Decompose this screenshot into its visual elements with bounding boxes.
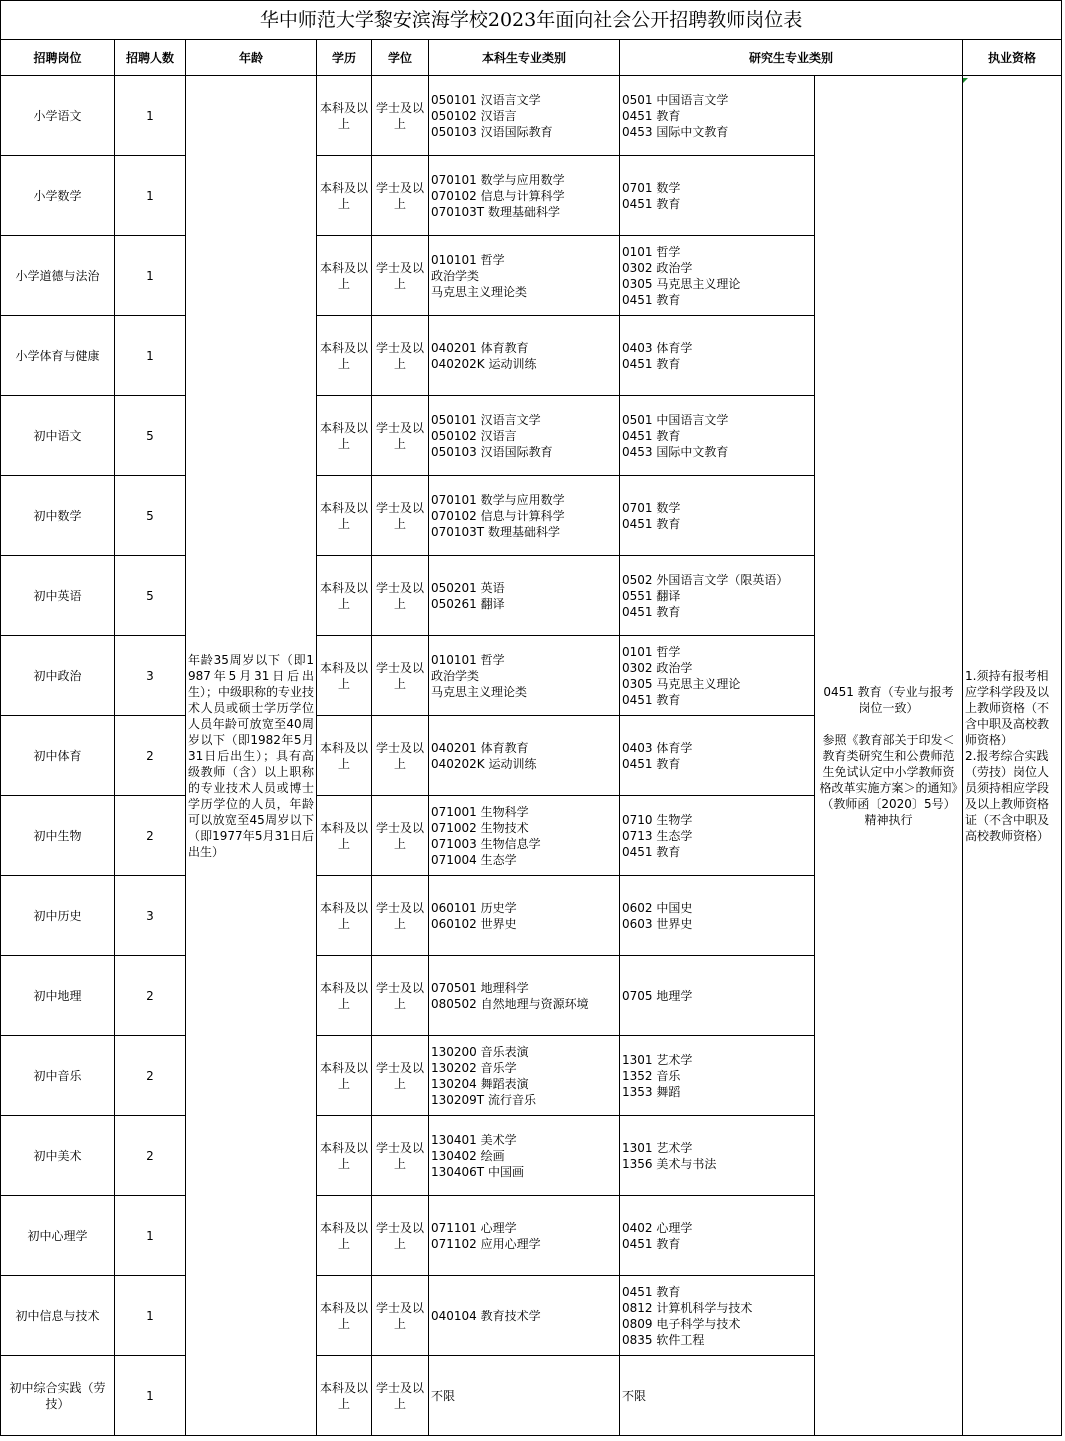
- header-row: [1, 40, 1062, 76]
- position-cell: 初中历史: [1, 876, 115, 956]
- position-cell: 小学道德与法治: [1, 236, 115, 316]
- count-cell: 2: [115, 1036, 186, 1116]
- count-cell: 1: [115, 76, 186, 156]
- degree-cell: 学士及以上: [372, 636, 429, 716]
- education-cell: 本科及以上: [317, 1116, 372, 1196]
- graduate-education-note: [815, 76, 963, 1436]
- graduate-major: 1301 艺术学: [622, 1140, 693, 1155]
- position-cell: 小学体育与健康: [1, 316, 115, 396]
- undergrad-major: 080502 自然地理与资源环境: [431, 996, 589, 1011]
- position-cell: 初中政治: [1, 636, 115, 716]
- undergrad-major: 040104 教育技术学: [431, 1308, 541, 1323]
- undergrad-major: 071101 心理学: [431, 1220, 517, 1235]
- undergrad-cell: [429, 956, 620, 1036]
- degree-cell: 学士及以上: [372, 156, 429, 236]
- graduate-major: 0812 计算机科学与技术: [622, 1300, 753, 1315]
- count-cell: 3: [115, 876, 186, 956]
- graduate-major: 1352 音乐: [622, 1068, 681, 1083]
- undergrad-major: 071002 生物技术: [431, 820, 529, 835]
- education-cell: 本科及以上: [317, 316, 372, 396]
- undergrad-major: 130204 舞蹈表演: [431, 1076, 529, 1091]
- position-cell: 初中数学: [1, 476, 115, 556]
- undergrad-cell: [429, 156, 620, 236]
- undergrad-major: 070102 信息与计算科学: [431, 188, 565, 203]
- undergrad-major: 071003 生物信息学: [431, 836, 541, 851]
- graduate-major: 0501 中国语言文学: [622, 92, 729, 107]
- graduate-major: 0451 教育: [622, 604, 681, 619]
- education-cell: 本科及以上: [317, 476, 372, 556]
- degree-cell: 学士及以上: [372, 396, 429, 476]
- degree-cell: 学士及以上: [372, 316, 429, 396]
- undergrad-major: 070102 信息与计算科学: [431, 508, 565, 523]
- undergrad-major: 040202K 运动训练: [431, 356, 537, 371]
- graduate-major: 0451 教育: [622, 356, 681, 371]
- graduate-major: 0402 心理学: [622, 1220, 693, 1235]
- undergrad-major: 040201 体育教育: [431, 340, 529, 355]
- graduate-cell: [620, 876, 815, 956]
- count-cell: 1: [115, 1356, 186, 1436]
- header-position: 招聘岗位: [1, 40, 115, 76]
- undergrad-cell: [429, 796, 620, 876]
- undergrad-major: 050201 英语: [431, 580, 505, 595]
- undergrad-major: 130401 美术学: [431, 1132, 517, 1147]
- undergrad-cell: [429, 236, 620, 316]
- graduate-cell: [620, 396, 815, 476]
- graduate-cell: [620, 316, 815, 396]
- undergrad-cell: [429, 1196, 620, 1276]
- undergrad-major: 政治学类: [431, 668, 480, 683]
- undergrad-major: 010101 哲学: [431, 252, 505, 267]
- count-cell: 2: [115, 1116, 186, 1196]
- undergrad-major: 050102 汉语言: [431, 428, 517, 443]
- qualification-cell: [963, 76, 1062, 1436]
- position-cell: 初中音乐: [1, 1036, 115, 1116]
- graduate-major: 0602 中国史: [622, 900, 693, 915]
- position-cell: 初中体育: [1, 716, 115, 796]
- position-cell: 小学语文: [1, 76, 115, 156]
- undergrad-cell: [429, 556, 620, 636]
- graduate-major: 0302 政治学: [622, 260, 693, 275]
- graduate-cell: [620, 1356, 815, 1436]
- graduate-cell: [620, 156, 815, 236]
- graduate-cell: [620, 76, 815, 156]
- graduate-major: 1301 艺术学: [622, 1052, 693, 1067]
- degree-cell: 学士及以上: [372, 1276, 429, 1356]
- undergrad-major: 040201 体育教育: [431, 740, 529, 755]
- graduate-major: 0835 软件工程: [622, 1332, 705, 1347]
- graduate-major: 0603 世界史: [622, 916, 693, 931]
- undergrad-major: 050261 翻译: [431, 596, 505, 611]
- undergrad-cell: [429, 1116, 620, 1196]
- graduate-cell: [620, 636, 815, 716]
- graduate-major: 不限: [622, 1388, 647, 1403]
- undergrad-cell: [429, 636, 620, 716]
- graduate-cell: [620, 236, 815, 316]
- education-cell: 本科及以上: [317, 236, 372, 316]
- graduate-note-line: 0451 教育（专业与报考岗位一致）: [823, 684, 954, 715]
- graduate-major: 0713 生态学: [622, 828, 693, 843]
- graduate-major: 0451 教育: [622, 196, 681, 211]
- graduate-major: 0809 电子科学与技术: [622, 1316, 741, 1331]
- graduate-major: 1356 美术与书法: [622, 1156, 717, 1171]
- header-undergrad: 本科生专业类别: [429, 40, 620, 76]
- undergrad-major: 130209T 流行音乐: [431, 1092, 536, 1107]
- degree-cell: 学士及以上: [372, 1116, 429, 1196]
- undergrad-major: 马克思主义理论类: [431, 284, 528, 299]
- graduate-major: 0551 翻译: [622, 588, 681, 603]
- graduate-major: 1353 舞蹈: [622, 1084, 681, 1099]
- header-degree: 学位: [372, 40, 429, 76]
- undergrad-major: 马克思主义理论类: [431, 684, 528, 699]
- age-cell: 年龄35周岁以下（即1987年5月31日后出生）；中级职称的专业技术人员或硕士学历学位人员年龄可放宽至40周岁以下（即1982年5月31日后出生）；具有高级教师（含）以上职称的专业技术人员或博士学历学位的人员，年龄可以放宽至45周岁以下（即1977年5月31日后出生）: [186, 76, 317, 1436]
- header-education: 学历: [317, 40, 372, 76]
- graduate-cell: [620, 1036, 815, 1116]
- degree-cell: 学士及以上: [372, 1356, 429, 1436]
- undergrad-cell: [429, 716, 620, 796]
- undergrad-major: 050101 汉语言文学: [431, 92, 541, 107]
- graduate-major: 0101 哲学: [622, 244, 681, 259]
- count-cell: 5: [115, 476, 186, 556]
- undergrad-major: 010101 哲学: [431, 652, 505, 667]
- undergrad-cell: [429, 476, 620, 556]
- undergrad-major: 040202K 运动训练: [431, 756, 537, 771]
- position-cell: 初中生物: [1, 796, 115, 876]
- undergrad-major: 050103 汉语国际教育: [431, 444, 553, 459]
- graduate-major: 0451 教育: [622, 292, 681, 307]
- count-cell: 1: [115, 236, 186, 316]
- degree-cell: 学士及以上: [372, 1196, 429, 1276]
- undergrad-cell: [429, 396, 620, 476]
- graduate-cell: [620, 1196, 815, 1276]
- undergrad-major: 071001 生物科学: [431, 804, 529, 819]
- position-cell: 初中美术: [1, 1116, 115, 1196]
- qualification-text: 1.须持有报考相应学科学段及以上教师资格（不含中职及高校教师资格） 2.报考综合实践（劳技）岗位人员须持相应学段及以上教师资格证（不含中职及高校教师资格）: [965, 668, 1050, 843]
- graduate-major: 0451 教育: [622, 428, 681, 443]
- degree-cell: 学士及以上: [372, 956, 429, 1036]
- graduate-major: 0403 体育学: [622, 340, 693, 355]
- graduate-major: 0451 教育: [622, 516, 681, 531]
- undergrad-major: 130200 音乐表演: [431, 1044, 529, 1059]
- header-count: 招聘人数: [115, 40, 186, 76]
- undergrad-major: 政治学类: [431, 268, 480, 283]
- undergrad-major: 050101 汉语言文学: [431, 412, 541, 427]
- position-cell: 小学数学: [1, 156, 115, 236]
- undergrad-major: 070101 数学与应用数学: [431, 172, 565, 187]
- undergrad-major: 050102 汉语言: [431, 108, 517, 123]
- undergrad-major: 不限: [431, 1388, 456, 1403]
- undergrad-major: 070103T 数理基础科学: [431, 524, 560, 539]
- graduate-major: 0101 哲学: [622, 644, 681, 659]
- position-cell: 初中综合实践（劳技）: [1, 1356, 115, 1436]
- count-cell: 2: [115, 956, 186, 1036]
- graduate-cell: [620, 1276, 815, 1356]
- degree-cell: 学士及以上: [372, 476, 429, 556]
- graduate-major: 0453 国际中文教育: [622, 444, 729, 459]
- undergrad-cell: [429, 876, 620, 956]
- undergrad-cell: [429, 316, 620, 396]
- position-cell: 初中英语: [1, 556, 115, 636]
- degree-cell: 学士及以上: [372, 716, 429, 796]
- graduate-major: 0451 教育: [622, 756, 681, 771]
- education-cell: 本科及以上: [317, 556, 372, 636]
- undergrad-major: 130202 音乐学: [431, 1060, 517, 1075]
- table-row: [1, 76, 1062, 156]
- graduate-major: 0451 教育: [622, 108, 681, 123]
- graduate-major: 0451 教育: [622, 844, 681, 859]
- education-cell: 本科及以上: [317, 956, 372, 1036]
- graduate-major: 0701 数学: [622, 500, 681, 515]
- degree-cell: 学士及以上: [372, 236, 429, 316]
- header-qualification: 执业资格: [963, 40, 1062, 76]
- undergrad-cell: [429, 1356, 620, 1436]
- position-cell: 初中地理: [1, 956, 115, 1036]
- degree-cell: 学士及以上: [372, 796, 429, 876]
- graduate-major: 0502 外国语言文学（限英语）: [622, 572, 789, 587]
- graduate-major: 0451 教育: [622, 1236, 681, 1251]
- undergrad-major: 130406T 中国画: [431, 1164, 524, 1179]
- graduate-major: 0302 政治学: [622, 660, 693, 675]
- graduate-major: 0451 教育: [622, 692, 681, 707]
- education-cell: 本科及以上: [317, 1276, 372, 1356]
- education-cell: 本科及以上: [317, 76, 372, 156]
- education-cell: 本科及以上: [317, 716, 372, 796]
- education-cell: 本科及以上: [317, 1036, 372, 1116]
- undergrad-major: 060101 历史学: [431, 900, 517, 915]
- graduate-major: 0305 马克思主义理论: [622, 276, 741, 291]
- graduate-major: 0701 数学: [622, 180, 681, 195]
- count-cell: 5: [115, 396, 186, 476]
- graduate-major: 0453 国际中文教育: [622, 124, 729, 139]
- graduate-cell: [620, 556, 815, 636]
- degree-cell: 学士及以上: [372, 76, 429, 156]
- undergrad-major: 070501 地理科学: [431, 980, 529, 995]
- graduate-cell: [620, 956, 815, 1036]
- header-graduate: 研究生专业类别: [620, 40, 963, 76]
- education-cell: 本科及以上: [317, 1196, 372, 1276]
- education-cell: 本科及以上: [317, 1356, 372, 1436]
- position-cell: 初中语文: [1, 396, 115, 476]
- education-cell: 本科及以上: [317, 636, 372, 716]
- undergrad-major: 130402 绘画: [431, 1148, 505, 1163]
- count-cell: 1: [115, 156, 186, 236]
- degree-cell: 学士及以上: [372, 876, 429, 956]
- count-cell: 3: [115, 636, 186, 716]
- graduate-cell: [620, 716, 815, 796]
- undergrad-major: 060102 世界史: [431, 916, 517, 931]
- position-cell: 初中信息与技术: [1, 1276, 115, 1356]
- graduate-major: 0403 体育学: [622, 740, 693, 755]
- undergrad-cell: [429, 76, 620, 156]
- graduate-major: 0705 地理学: [622, 988, 693, 1003]
- degree-cell: 学士及以上: [372, 1036, 429, 1116]
- education-cell: 本科及以上: [317, 796, 372, 876]
- graduate-major: 0501 中国语言文学: [622, 412, 729, 427]
- graduate-major: 0710 生物学: [622, 812, 693, 827]
- undergrad-major: 050103 汉语国际教育: [431, 124, 553, 139]
- graduate-cell: [620, 476, 815, 556]
- count-cell: 2: [115, 796, 186, 876]
- graduate-major: 0305 马克思主义理论: [622, 676, 741, 691]
- header-age: 年龄: [186, 40, 317, 76]
- undergrad-cell: [429, 1036, 620, 1116]
- undergrad-major: 070101 数学与应用数学: [431, 492, 565, 507]
- degree-cell: 学士及以上: [372, 556, 429, 636]
- education-cell: 本科及以上: [317, 156, 372, 236]
- undergrad-major: 071102 应用心理学: [431, 1236, 541, 1251]
- education-cell: 本科及以上: [317, 876, 372, 956]
- undergrad-cell: [429, 1276, 620, 1356]
- count-cell: 1: [115, 1276, 186, 1356]
- graduate-cell: [620, 796, 815, 876]
- count-cell: 1: [115, 316, 186, 396]
- count-cell: 1: [115, 1196, 186, 1276]
- graduate-cell: [620, 1116, 815, 1196]
- cell-comment-marker: [963, 78, 968, 83]
- count-cell: 5: [115, 556, 186, 636]
- graduate-major: 0451 教育: [622, 1284, 681, 1299]
- undergrad-major: 070103T 数理基础科学: [431, 204, 560, 219]
- undergrad-major: 071004 生态学: [431, 852, 517, 867]
- graduate-note-reference: 参照《教育部关于印发＜教育类研究生和公费师范生免试认定中小学教师资格改革实施方案＞的通知》（教师函〔2020〕5号）精神执行: [819, 732, 958, 827]
- education-cell: 本科及以上: [317, 396, 372, 476]
- count-cell: 2: [115, 716, 186, 796]
- table-title: 华中师范大学黎安滨海学校2023年面向社会公开招聘教师岗位表: [1, 1, 1062, 40]
- position-cell: 初中心理学: [1, 1196, 115, 1276]
